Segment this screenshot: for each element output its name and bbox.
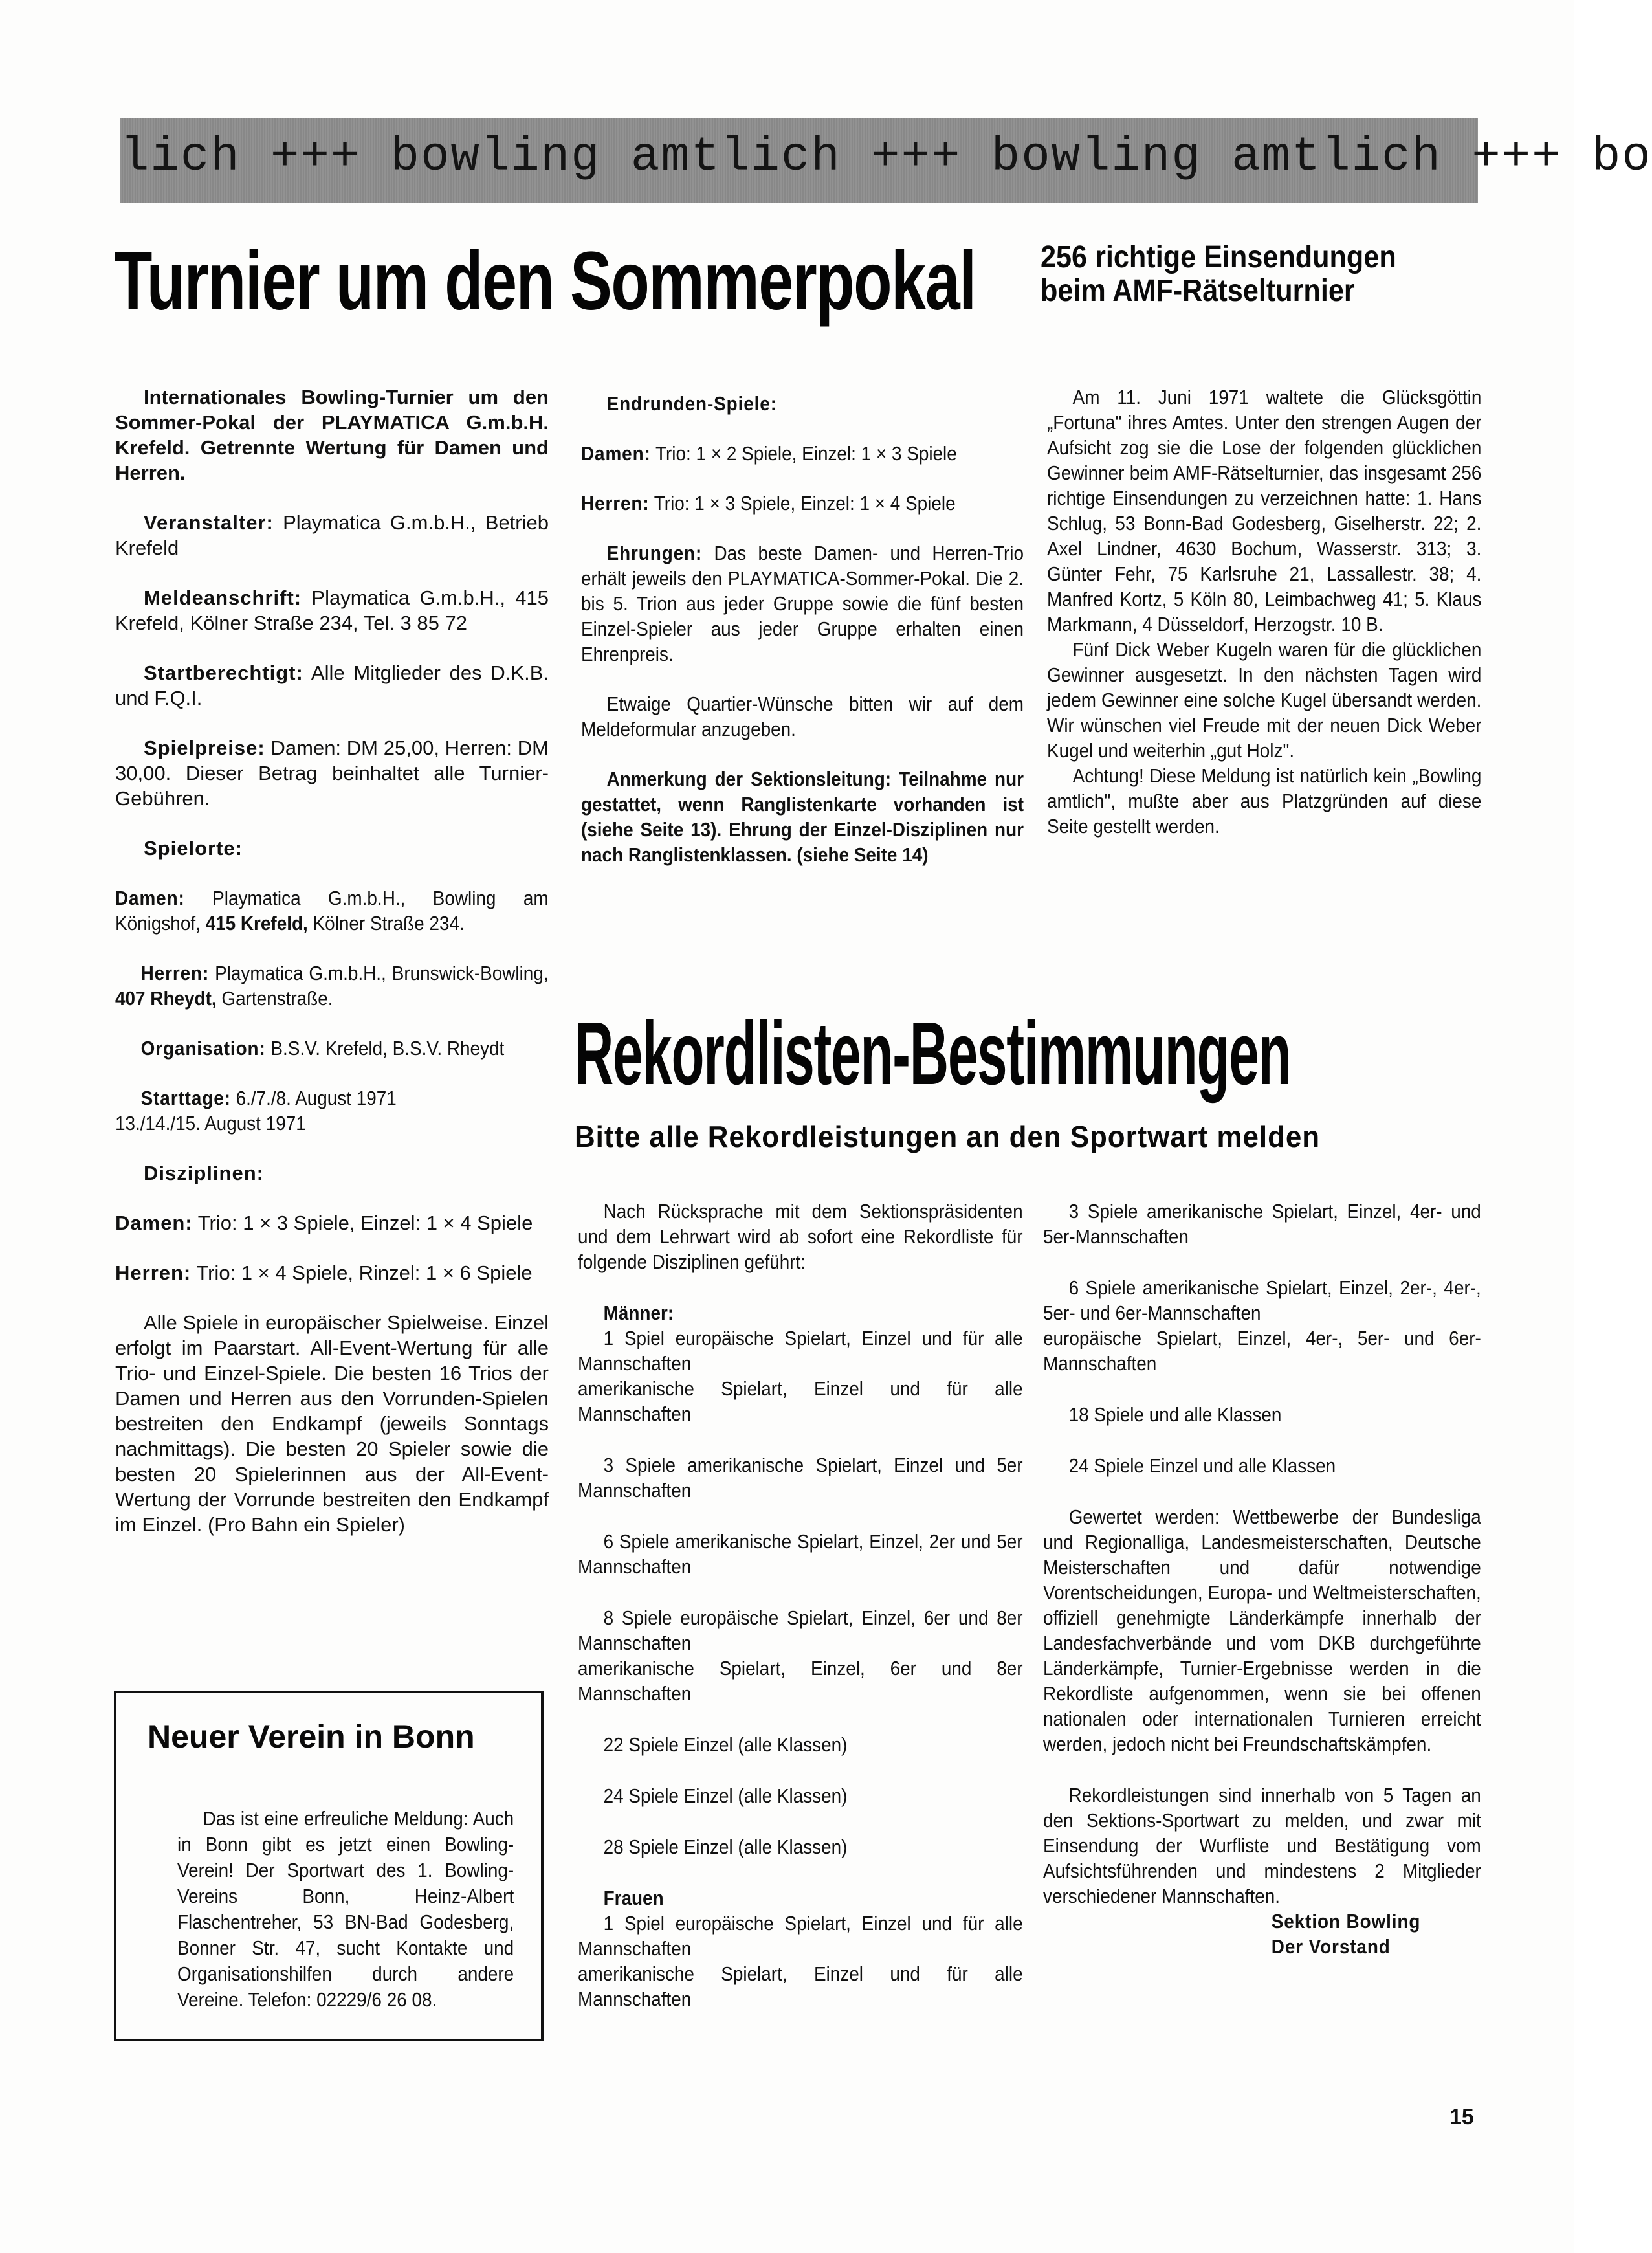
maenner-item-1b: amerikanische Spielart, Einzel und für alle Mannschaften [578, 1377, 1023, 1425]
intro-paragraph: Internationales Bowling-Turnier um den Sommer-Pokal der PLAYMATICA G.m.b.H. Krefeld. Getrennte Wertung für Damen und Herren. [115, 386, 549, 484]
disziplinen-herren-paragraph [115, 1260, 549, 1285]
anmerkung-paragraph: Anmerkung der Sektionsleitung: Teilnahme nur gestattet, wenn Ranglistenkarte vorhanden ist (siehe Seite 13). Ehrung der Einzel-Disziplinen nur nach Ranglistenklassen. (siehe Seite 14) [581, 768, 1024, 866]
ehrungen-paragraph [581, 540, 1024, 667]
article-subtitle-rekordlisten: Bitte alle Rekordleistungen an den Sportwart melden [575, 1120, 1321, 1153]
frauen-item-6b: europäische Spielart, Einzel, 4er-, 5er- und 6er-Mannschaften [1043, 1327, 1481, 1375]
neuer-verein-title: Neuer Verein in Bonn [148, 1718, 475, 1755]
endrunden-herren-label: Herren: [581, 492, 650, 515]
article-sommerpokal-column-2 [581, 384, 1024, 867]
spielpreise-label: Spielpreise: [144, 737, 265, 759]
raetsel-paragraph-2: Fünf Dick Weber Kugeln waren für die glücklichen Gewinner ausgesetzt. In den nächsten Tagen wird jedem Gewinner eine solche Kugel übersandt werden. Wir wünschen viel Freude mit der neuen Dick Weber Kugel und weiterhin „gut Holz". [1047, 638, 1482, 762]
page-number: 15 [1449, 2105, 1474, 2129]
ehrungen-label: Ehrungen: [606, 542, 703, 564]
endrunden-herren-text: Trio: 1 × 3 Spiele, Einzel: 1 × 4 Spiele [654, 492, 956, 515]
organisation-paragraph [115, 1036, 549, 1061]
maenner-item-24: 24 Spiele Einzel (alle Klassen) [603, 1784, 848, 1807]
spielorte-herren-text: Playmatica G.m.b.H., Brunswick-Bowling, [215, 962, 549, 984]
spielorte-damen-street: Kölner Straße 234. [313, 912, 465, 935]
section-banner [120, 118, 1652, 203]
maenner-item-28: 28 Spiele Einzel (alle Klassen) [603, 1836, 848, 1858]
starttage-paragraph [115, 1085, 549, 1136]
signature-line-1: Sektion Bowling [1271, 1910, 1421, 1933]
starttage-line-2: 13./14./15. August 1971 [115, 1112, 306, 1135]
endrunden-damen-label: Damen: [581, 442, 651, 465]
frauen-item-6a: 6 Spiele amerikanische Spielart, Einzel, 2er-, 4er-, 5er- und 6er-Mannschaften [1043, 1276, 1481, 1324]
maenner-item-8b: amerikanische Spielart, Einzel, 6er und 8er Mannschaften [578, 1657, 1023, 1705]
maenner-heading: Männer: [603, 1302, 674, 1324]
veranstalter-label: Veranstalter: [144, 511, 274, 534]
disziplinen-herren-text: Trio: 1 × 4 Spiele, Rinzel: 1 × 6 Spiele [196, 1261, 533, 1284]
frauen-item-1a: 1 Spiel europäische Spielart, Einzel und für alle Mannschaften [578, 1912, 1023, 1960]
startberechtigt-label: Startberechtigt: [144, 661, 303, 684]
article-title-rekordlisten: Rekordlisten-Bestimmungen [575, 1004, 1291, 1104]
disziplinen-herren-label: Herren: [115, 1261, 192, 1284]
frauen-item-1b: amerikanische Spielart, Einzel und für alle Mannschaften [578, 1962, 1023, 2010]
endrunden-heading: Endrunden-Spiele: [606, 392, 777, 415]
article-amf-raetselturnier-body [1047, 384, 1481, 839]
starttage-line-1: 6./7./8. August 1971 [236, 1087, 397, 1109]
disziplinen-damen-paragraph [115, 1210, 549, 1236]
article-sommerpokal-column-1 [115, 384, 549, 1537]
signature-line-2: Der Vorstand [1271, 1935, 1391, 1958]
spielorte-damen-paragraph [115, 885, 549, 936]
banner-text: lich +++ bowling amtlich +++ bowling amtlich +++ bo [120, 130, 1652, 184]
endrunden-damen-paragraph [581, 441, 1024, 466]
disziplinen-heading: Disziplinen: [144, 1162, 264, 1184]
spielorte-herren-city: 407 Rheydt, [115, 987, 217, 1010]
veranstalter-paragraph [115, 510, 549, 560]
maenner-item-3: 3 Spiele amerikanische Spielart, Einzel und 5er Mannschaften [578, 1454, 1023, 1502]
frauen-item-18: 18 Spiele und alle Klassen [1068, 1403, 1282, 1426]
spielorte-heading: Spielorte: [144, 837, 243, 860]
frauen-item-3: 3 Spiele amerikanische Spielart, Einzel, 4er- und 5er-Mannschaften [1043, 1200, 1481, 1248]
rekord-intro: Nach Rücksprache mit dem Sektionspräsidenten und dem Lehrwart wird ab sofort eine Rekordliste für folgende Disziplinen geführt: [578, 1200, 1023, 1273]
endrunden-herren-paragraph [581, 491, 1024, 516]
spielorte-herren-paragraph [115, 960, 549, 1011]
starttage-label: Starttage: [140, 1087, 231, 1109]
rekordleistungen-paragraph: Rekordleistungen sind innerhalb von 5 Tagen an den Sektions-Sportwart zu melden, und zwar mit Einsendung der Wurfliste und Bestätigung vom Aufsichtsführenden und mindestens 2 Mitglieder verschiedener Mannschaften. [1043, 1784, 1481, 1907]
spielorte-herren-label: Herren: [140, 962, 210, 984]
spielorte-damen-label: Damen: [115, 887, 185, 909]
spielorte-damen-text: Playmatica G.m.b.H., Bowling am Königshof, [115, 887, 549, 935]
raetsel-paragraph-3: Achtung! Diese Meldung ist natürlich kein „Bowling amtlich", mußte aber aus Platzgründen auf diese Seite gestellt werden. [1047, 764, 1482, 838]
spielpreise-text: Damen: DM 25,00, Herren: DM 30,00. Dieser Betrag beinhaltet alle Turnier-Gebühren. [115, 737, 549, 810]
spielorte-herren-street: Gartenstraße. [221, 987, 333, 1010]
startberechtigt-text: Alle Mitglieder des D.K.B. und F.Q.I. [115, 661, 549, 709]
spielorte-damen-city: 415 Krefeld, [205, 912, 308, 935]
quartier-paragraph: Etwaige Quartier-Wünsche bitten wir auf dem Meldeformular anzugeben. [581, 693, 1024, 740]
rekordlisten-column-right [1043, 1199, 1481, 1959]
spielweise-paragraph: Alle Spiele in europäischer Spielweise. Einzel erfolgt im Paarstart. All-Event-Wertung für alle Trio- und Einzel-Spiele. Die besten 16 Trios der Damen und Herren aus den Vorrunden-Spielen bestreiten den Endkampf (jeweils Sonntags nachmittags). Die besten 20 Spieler sowie die besten 20 Spielerinnen aus der All-Event-Wertung der Vorrunde bestreiten den Endkampf im Einzel. (Pro Bahn ein Spieler) [115, 1311, 549, 1536]
rekordlisten-column-left [578, 1199, 1023, 2012]
spielpreise-paragraph [115, 735, 549, 811]
ehrungen-text: Das beste Damen- und Herren-Trio erhält jeweils den PLAYMATICA-Sommer-Pokal. Die 2. bis 5. Trion aus jeder Gruppe sowie die fünf besten Einzel-Spieler aus jeder Gruppe erhalten einen Ehrenpreis. [581, 542, 1024, 665]
disziplinen-damen-label: Damen: [115, 1212, 193, 1234]
raetsel-paragraph-1: Am 11. Juni 1971 waltete die Glücksgöttin „Fortuna" ihres Amtes. Unter den strengen Augen der Aufsicht zog sie die Lose der folgenden glücklichen Gewinner beim AMF-Rätselturnier, das insgesamt 256 richtige Einsendungen zu verzeichnen hatte: 1. Hans Schlug, 53 Bonn-Bad Godesberg, Giselherstr. 22; 2. Axel Lindner, 4630 Bochum, Wasserstr. 313; 3. Günter Fehr, 75 Karlsruhe 21, Lassallestr. 38; 4. Manfred Kortz, 5 Köln 80, Leimbachweg 41; 5. Klaus Markmann, 4 Düsseldorf, Herzogstr. 10 B. [1047, 386, 1482, 636]
endrunden-damen-text: Trio: 1 × 2 Spiele, Einzel: 1 × 3 Spiele [655, 442, 957, 465]
frauen-heading: Frauen [603, 1887, 664, 1909]
maenner-item-6: 6 Spiele amerikanische Spielart, Einzel, 2er und 5er Mannschaften [578, 1530, 1023, 1578]
startberechtigt-paragraph [115, 660, 549, 711]
maenner-item-1a: 1 Spiel europäische Spielart, Einzel und für alle Mannschaften [578, 1327, 1023, 1375]
organisation-label: Organisation: [140, 1037, 266, 1060]
gewertet-paragraph: Gewertet werden: Wettbewerbe der Bundesliga und Regionalliga, Landesmeisterschaften, Deutsche Meisterschaften und dafür notwendige Vorentscheidungen, Europa- und Weltmeisterschaften, offiziell genehmigte Länderkämpfe innerhalb der Landesfachverbände und vom DKB durchgeführte Länderkämpfe, Turnier-Ergebnisse werden in die Rekordliste aufgenommen, wenn sie bei offenen nationalen oder internationalen Turnieren erreicht werden, jedoch nicht bei Freundschaftskämpfen. [1043, 1505, 1481, 1755]
maenner-item-22: 22 Spiele Einzel (alle Klassen) [603, 1733, 848, 1756]
meldeanschrift-label: Meldeanschrift: [144, 586, 302, 609]
neuer-verein-box [114, 1691, 544, 2041]
veranstalter-text: Playmatica G.m.b.H., Betrieb Krefeld [115, 511, 549, 559]
disziplinen-damen-text: Trio: 1 × 3 Spiele, Einzel: 1 × 4 Spiele [197, 1212, 533, 1234]
meldeanschrift-paragraph [115, 585, 549, 636]
maenner-item-8a: 8 Spiele europäische Spielart, Einzel, 6er und 8er Mannschaften [578, 1606, 1023, 1654]
organisation-text: B.S.V. Krefeld, B.S.V. Rheydt [270, 1037, 505, 1060]
article-title-sommerpokal: Turnier um den Sommerpokal [114, 235, 976, 327]
meldeanschrift-text: Playmatica G.m.b.H., 415 Krefeld, Kölner Straße 234, Tel. 3 85 72 [115, 586, 549, 634]
frauen-item-24: 24 Spiele Einzel und alle Klassen [1068, 1454, 1336, 1477]
article-title-amf-raetselturnier: 256 richtige Einsendungen beim AMF-Rätselturnier [1041, 240, 1396, 308]
neuer-verein-body: Das ist eine erfreuliche Meldung: Auch in Bonn gibt es jetzt einen Bowling-Verein! Der Sportwart des 1. Bowling-Vereins Bonn, Heinz-Albert Flaschentreher, 53 BN-Bad Godesberg, Bonner Str. 47, sucht Kontakte und Organisationshilfen durch andere Vereine. Telefon: 02229/6 26 08. [177, 1807, 514, 2011]
